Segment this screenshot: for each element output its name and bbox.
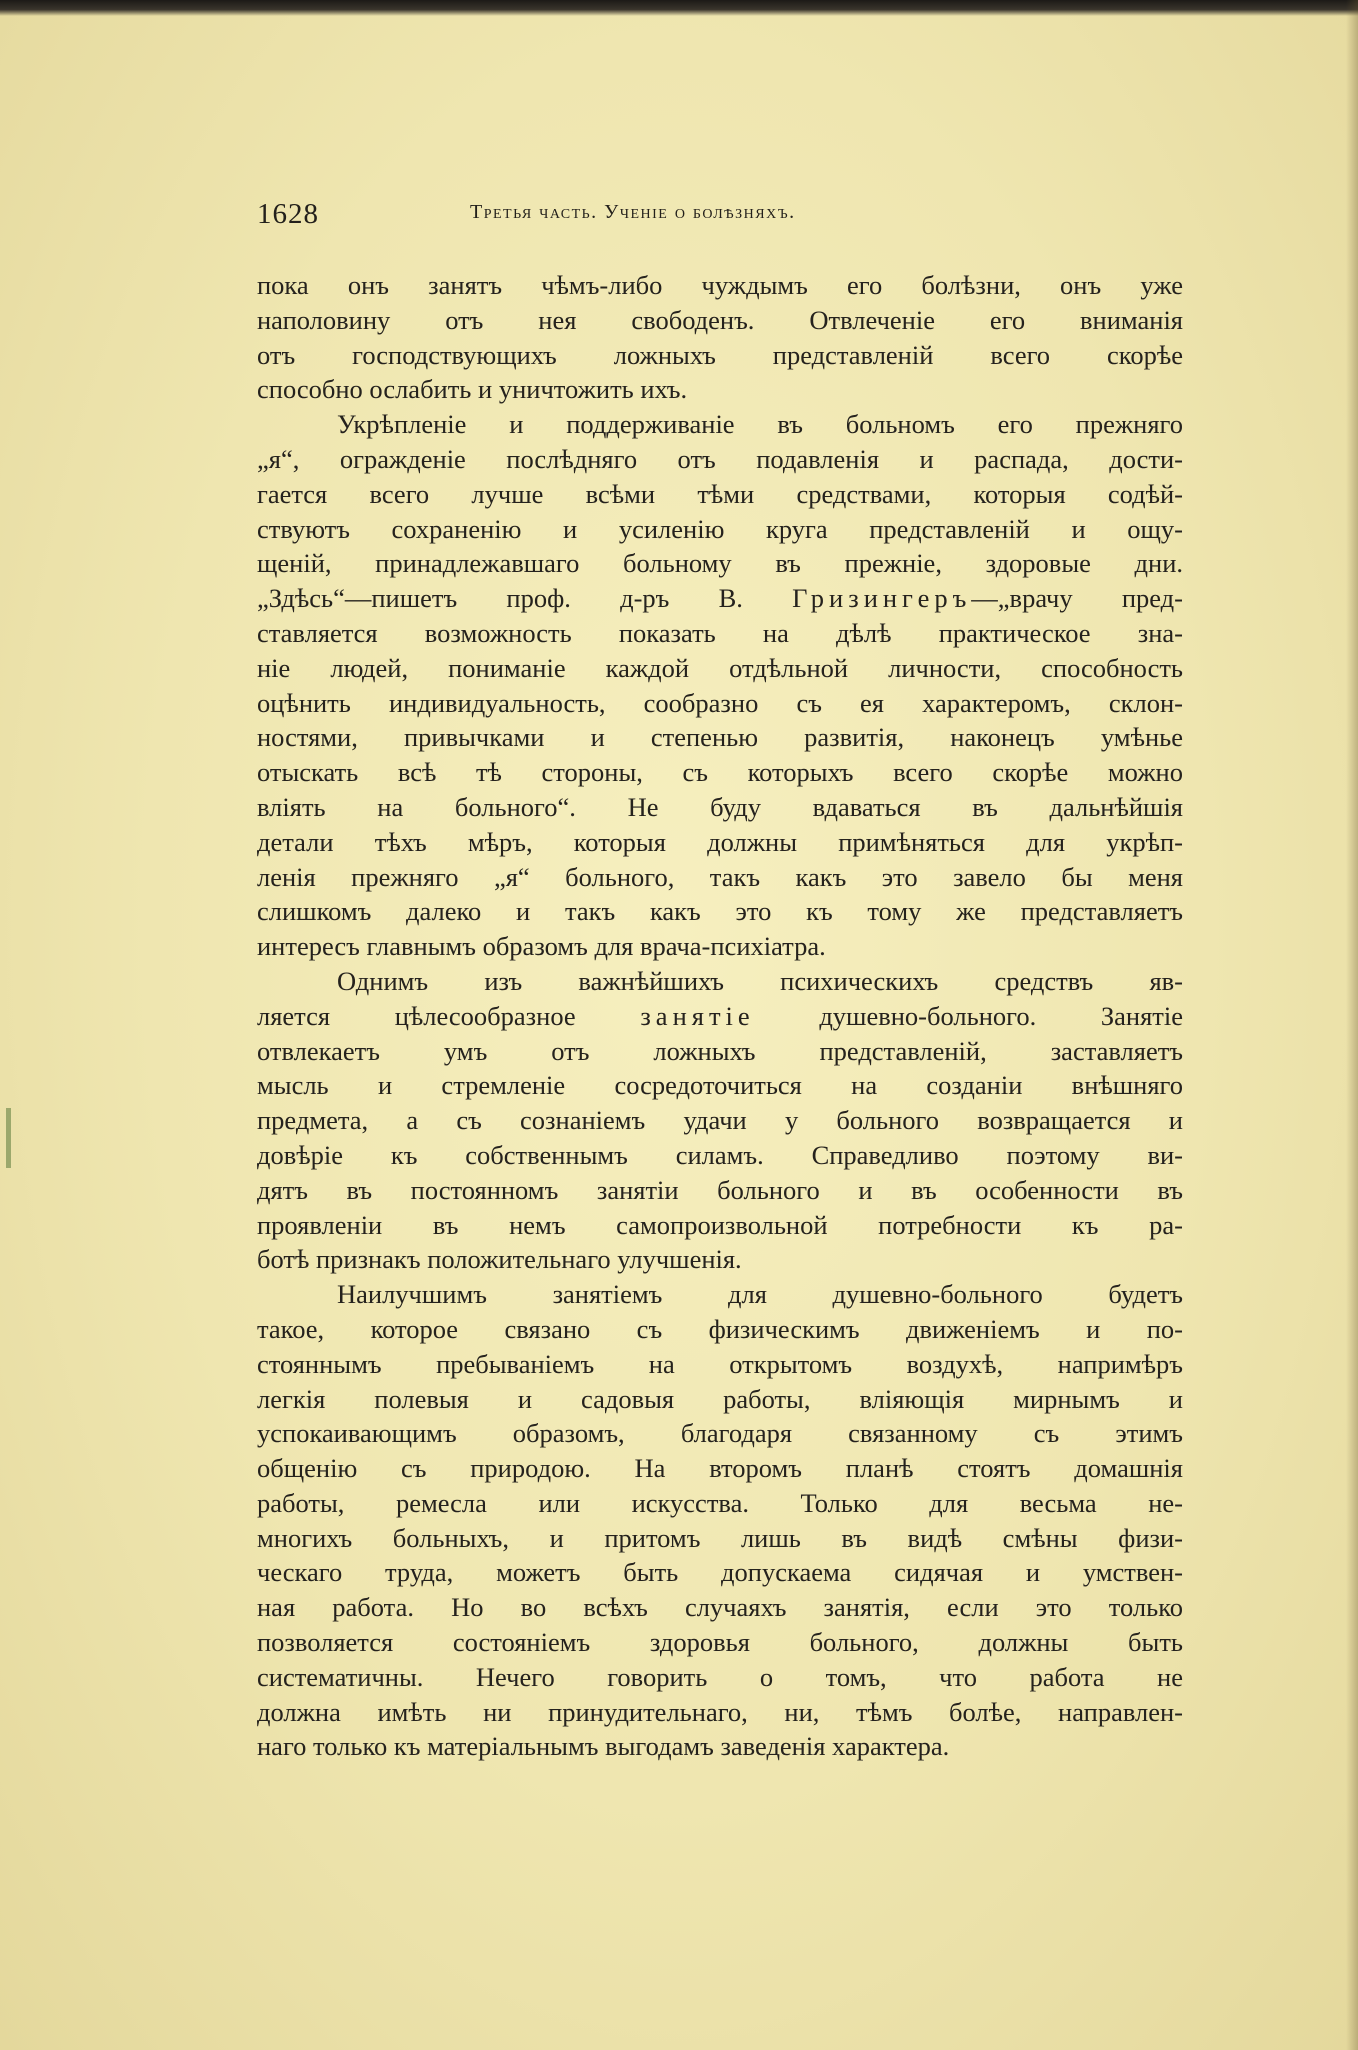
text-line: слишкомъ далеко и такъ какъ это къ тому же представляетъ: [257, 896, 1183, 927]
text-line: ніе людей, пониманіе каждой отдѣльной личности, способность: [257, 652, 1183, 683]
spaced-emphasis: Гризингеръ: [792, 583, 972, 614]
text-line: легкія полевыя и садовыя работы, вліяющія мирнымъ и: [257, 1383, 1183, 1414]
text-line: ставляется возможность показать на дѣлѣ практическое зна-: [257, 617, 1183, 648]
text-segment: „Здѣсь“—пишетъ проф. д-ръ В.: [257, 583, 793, 614]
running-title: Третья часть. Ученіе о болѣзняхъ.: [470, 201, 796, 223]
text-line: довѣріе къ собственнымъ силамъ. Справедливо поэтому ви-: [257, 1139, 1183, 1170]
text-line: позволяется состояніемъ здоровья больного, должны быть: [257, 1627, 1183, 1658]
text-line: стояннымъ пребываніемъ на открытомъ воздухѣ, напримѣръ: [257, 1348, 1183, 1379]
text-line: такое, которое связано съ физическимъ движеніемъ и по-: [257, 1313, 1183, 1344]
text-line: интересъ главнымъ образомъ для врача-психіатра.: [257, 931, 826, 962]
text-line: гается всего лучше всѣми тѣми средствами, которыя содѣй-: [257, 478, 1183, 509]
text-segment: ляется цѣлесообразное: [257, 1000, 641, 1031]
text-line: систематичны. Нечего говорить о томъ, что работа не: [257, 1661, 1183, 1692]
text-line: проявленіи въ немъ самопроизвольной потребности къ ра-: [257, 1209, 1183, 1240]
text-line: общенію съ природою. На второмъ планѣ стоятъ домашнія: [257, 1453, 1183, 1484]
text-line: дятъ въ постоянномъ занятіи больного и въ особенности въ: [257, 1174, 1183, 1205]
text-line: ботѣ признакъ положительнаго улучшенія.: [257, 1244, 742, 1275]
scan-top-edge: [0, 0, 1358, 16]
text-line: Однимъ изъ важнѣйшихъ психическихъ средствъ яв-: [337, 965, 1183, 996]
text-line: ная работа. Но во всѣхъ случаяхъ занятія, если это только: [257, 1592, 1183, 1623]
text-line: должна имѣть ни принудительнаго, ни, тѣмъ болѣе, направлен-: [257, 1696, 1183, 1727]
text-line: Наилучшимъ занятіемъ для душевно-больного будетъ: [337, 1279, 1183, 1310]
text-line: мысль и стремленіе сосредоточиться на созданіи внѣшняго: [257, 1070, 1183, 1101]
text-line: „я“, огражденіе послѣдняго отъ подавленія и распада, дости-: [257, 443, 1183, 474]
text-segment: душевно-больного. Занятіе: [754, 1000, 1183, 1031]
text-line: Укрѣпленіе и поддерживаніе въ больномъ его прежняго: [337, 409, 1183, 440]
text-line: отыскать всѣ тѣ стороны, съ которыхъ всего скорѣе можно: [257, 757, 1183, 788]
text-line: ностями, привычками и степенью развитія, наконецъ умѣнье: [257, 722, 1183, 753]
text-line: наго только къ матеріальнымъ выгодамъ заведенія характера.: [257, 1731, 950, 1762]
scan-right-edge: [1346, 0, 1358, 2050]
margin-mark: [6, 1108, 11, 1168]
text-segment: —„врачу пред-: [971, 583, 1183, 614]
text-line: работы, ремесла или искусства. Только для весьма не-: [257, 1487, 1183, 1518]
page-number: 1628: [257, 198, 319, 230]
text-line: [257, 999, 1183, 1034]
text-line: способно ослабить и уничтожить ихъ.: [257, 374, 688, 405]
body-text: [257, 268, 1183, 1764]
text-line: предмета, а съ сознаніемъ удачи у больного возвращается и: [257, 1105, 1183, 1136]
text-line: наполовину отъ нея свободенъ. Отвлеченіе его вниманія: [257, 304, 1183, 335]
text-line: пока онъ занятъ чѣмъ-либо чуждымъ его болѣзни, онъ уже: [257, 270, 1183, 300]
page-header: [257, 198, 1187, 238]
text-line: детали тѣхъ мѣръ, которыя должны примѣняться для укрѣп-: [257, 826, 1183, 857]
text-line: отъ господствующихъ ложныхъ представленій всего скорѣе: [257, 339, 1183, 370]
text-line: оцѣнить индивидуальность, сообразно съ ея характеромъ, склон-: [257, 687, 1183, 718]
text-line: [257, 581, 1183, 616]
text-line: ствуютъ сохраненію и усиленію круга представленій и ощу-: [257, 513, 1183, 544]
text-line: многихъ больныхъ, и притомъ лишь въ видѣ смѣны физи-: [257, 1522, 1183, 1553]
text-line: успокаивающимъ образомъ, благодаря связанному съ этимъ: [257, 1418, 1183, 1449]
text-line: ческаго труда, можетъ быть допускаема сидячая и умствен-: [257, 1557, 1183, 1588]
text-line: отвлекаетъ умъ отъ ложныхъ представленій, заставляетъ: [257, 1035, 1183, 1066]
text-line: вліять на больного“. Не буду вдаваться въ дальнѣйшія: [257, 791, 1183, 822]
text-line: ленія прежняго „я“ больного, такъ какъ это завело бы меня: [257, 861, 1183, 892]
text-line: щеній, принадлежавшаго больному въ прежніе, здоровые дни.: [257, 548, 1183, 579]
spaced-emphasis: занятіе: [640, 1000, 755, 1031]
